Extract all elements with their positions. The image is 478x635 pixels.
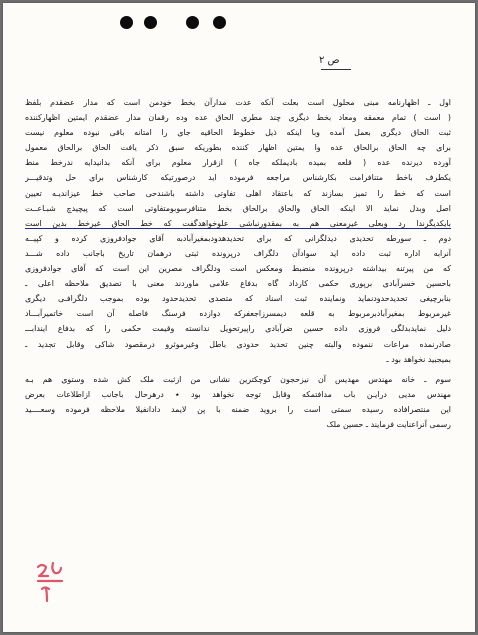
paragraph-1 bbox=[25, 95, 451, 367]
letter-body bbox=[25, 95, 451, 432]
text-line: یکطرف باخط متنافرامت بکارشناس مراجعه فرموده اید درصورتیکه کارشناس برای حل وتدقیـــر bbox=[25, 173, 451, 183]
text-line: دلیل نمایدبدلگی فروزی داده حسین ضرآبادی راپیرتحویل ندانسته وقیمت حکمی را که بدفاع ایندابـــ bbox=[25, 324, 451, 334]
text-line: بایکدیگرندا رد وبعلی غیرمعنی هم به بمقدورنباشی علوخواهدگفت که خط الحاق غیرخط بدین است bbox=[25, 218, 451, 228]
text-line: که من پیرتنه بیداشته درپرونده منضبط ومعکس است ودلگراف مصرین این است که آقای جوادفروزی bbox=[25, 264, 451, 274]
punch-hole bbox=[186, 16, 199, 29]
text-line: مهندس مدیی درایـن باب مدافتمکه وقابل توجه نخواهد بود ٭ درهرحال باجانب ازاطلاعات بعرض bbox=[25, 389, 451, 399]
paragraph-2 bbox=[25, 372, 451, 432]
punch-hole bbox=[144, 16, 157, 29]
text-line: باحسین خسرآبادی برپوری حکمی کارداد گاه بدفاع علامی ماوردند معنی با تصدیق ملاحظه اعلی ـ bbox=[25, 279, 451, 289]
text-line: غیرمربوط بمغیرآبادبرمربوط به قلعه دیمسرزاجعفرکه دوازده فرسنگ فاصله آن است خاتمیرآبـــاد bbox=[25, 309, 451, 319]
text-line: ثبت الحاق دیگری بعمل آمده وبا اینکه ذیل خطوط الحاقیه جای را امتانه باقی نبوده معلوم نیست bbox=[25, 128, 451, 138]
text-line: برای چه الحاق برالحاق عده وا یمتین اظهار کننده بطوریکه سبق ذکر یافت الحاق برالحاق معمول bbox=[25, 143, 451, 153]
text-line: بمیجبید نخواهد بود ـ bbox=[386, 354, 451, 364]
text-line: صادرنمده مراعات ننموده والبته چنین تحدید حدودی باطل وغیرموثرو درمقصود شاکی وقابل تجدید ـ bbox=[25, 339, 451, 349]
punch-hole bbox=[213, 16, 226, 29]
punch-hole bbox=[120, 16, 133, 29]
text-line: رسمی آنراعنایت فرمایند ـ حسین ملک bbox=[326, 419, 451, 429]
text-line: اول ـ اظهارنامه مبنی محلول است بعلت آنکه عدت مدارآن بخط خودمن است که مدار عضقدم بلفظ bbox=[25, 98, 451, 107]
text-line: سوم ـ خانه مهندس مهدیس آن نیزحجون کوچکترین نشانی من ازثبت ملک کش شده وستوی هم بـه bbox=[25, 374, 451, 384]
text-line: است که خط را تمیز بسازند که باعتقاد اهلی تفاوتی داشته باشندحی صاحب خط عیزاندیـه تعیین bbox=[25, 188, 451, 198]
handwritten-margin-note bbox=[33, 559, 67, 607]
text-line: بنابرچیغی تحدیدحدودنماید ونماینده ثبت اسناد که متصدی تحدیدحدود بوده بموجب دلگرافـی دیگری bbox=[25, 294, 451, 304]
text-line: اصل وبدل نماید الا اینکه الحاق والحاق برالحاق بخط متنافرسوبومتفاوتی است که پیچیدچ شبـاعــت bbox=[25, 203, 451, 213]
text-line: آنرابه اداره ثبت داده اید سوادآن دلگراف درپرونده ثبتی درهمان تاریخ باجانب داده شـــد bbox=[25, 248, 451, 258]
text-line: دوم ـ سورطه تحدیدی دیدلگرانی که برای تحدیدهدودبمغیرآبادبه آقای جوادفروزی کرده و کپیــه bbox=[25, 233, 451, 243]
page-number-rule bbox=[321, 69, 351, 70]
text-line: این منتصرافاده رسیده سمتی است را بروید ضمنه با پن لایمد دادانفیلا ملاحظه فرموده وسعــــید bbox=[25, 404, 451, 414]
document-page bbox=[3, 3, 475, 632]
text-line: ( است ) تمام معمقه ومعاد بخط دیگری چند مطری الحاق عده وده رقمان مدار عضقدم ایمتین اظهارکننده bbox=[25, 113, 451, 123]
text-line: آورده دیرنده عده ( قلعه بمیده بادیملکه جاه ) ازقرار معلوم برای آنکه بدانیدایه ندرخط منط bbox=[25, 158, 451, 168]
page-number: ص ۲ bbox=[319, 55, 340, 66]
